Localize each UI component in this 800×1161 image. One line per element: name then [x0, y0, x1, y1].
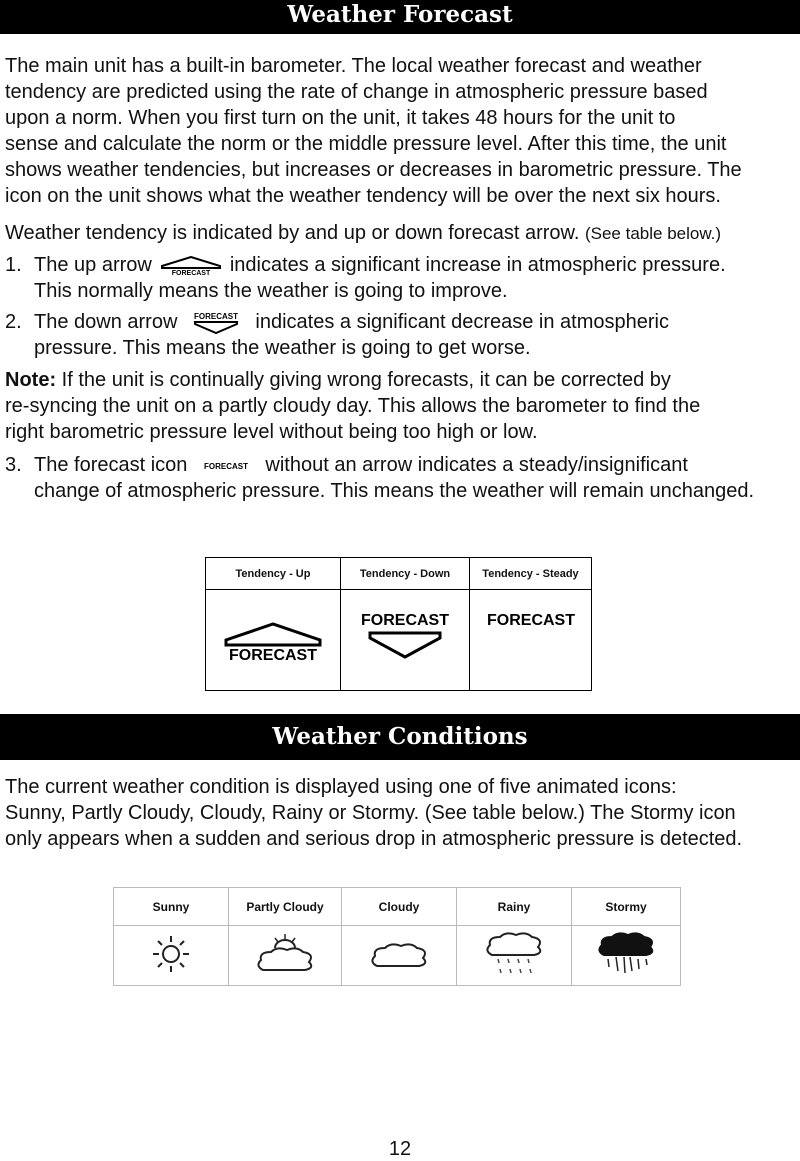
item-text: The forecast icon — [34, 454, 188, 476]
note-line — [5, 368, 671, 392]
item-1-line — [34, 253, 726, 277]
item-3-line — [34, 453, 688, 477]
section-header-forecast: Weather Forecast — [0, 0, 800, 34]
conditions-table — [113, 887, 681, 986]
note-text: If the unit is continually giving wrong forecasts, it can be corrected by — [56, 369, 671, 391]
paragraph-line: only appears when a sudden and serious drop in atmospheric pressure is detected. — [5, 828, 743, 850]
paragraph-line: The main unit has a built-in barometer. The local weather forecast and weather — [5, 55, 702, 77]
paragraph-line: icon on the unit shows what the weather tendency will be over the next six hours. — [5, 185, 721, 207]
item-number: 1. — [5, 254, 22, 276]
cloud-icon — [367, 936, 431, 972]
item-2-line: pressure. This means the weather is going to get worse. — [34, 337, 531, 359]
note-line: re-syncing the unit on a partly cloudy day. This allows the barometer to find the — [5, 395, 701, 417]
item-text: The down arrow — [34, 311, 178, 333]
item-text: indicates a significant decrease in atmospheric — [255, 311, 669, 333]
sun-icon — [151, 934, 191, 974]
rain-icon — [482, 931, 546, 977]
paragraph-line: Sunny, Partly Cloudy, Cloudy, Rainy or Stormy. (See table below.) The Stormy icon — [5, 802, 736, 824]
table-header: Sunny — [114, 888, 229, 926]
item-1-line: This normally means the weather is going to improve. — [34, 280, 508, 302]
table-header: Stormy — [572, 888, 681, 926]
table-header: Tendency - Down — [341, 558, 470, 590]
paragraph-line: shows weather tendencies, but increases or decreases in barometric pressure. The — [5, 159, 742, 181]
tendency-note: (See table below.) — [584, 224, 722, 243]
tendency-table — [205, 557, 592, 691]
item-text: indicates a significant increase in atmospheric pressure. — [229, 254, 726, 276]
item-text: The up arrow — [34, 254, 152, 276]
partly-cloudy-cell — [229, 926, 342, 986]
paragraph-line: The current weather condition is displayed using one of five animated icons: — [5, 776, 677, 798]
paragraph-line: tendency are predicted using the rate of change in atmospheric pressure based — [5, 81, 708, 103]
note-line: right barometric pressure level without being too high or low. — [5, 421, 538, 443]
section-header-conditions: Weather Conditions — [0, 714, 800, 760]
forecast-down-icon — [185, 311, 247, 335]
svg-text:FORECAST: FORECAST — [171, 269, 211, 276]
page-number: 12 — [388, 1138, 412, 1160]
forecast-steady-icon — [476, 611, 586, 667]
table-header: Tendency - Up — [206, 558, 341, 590]
paragraph-line: sense and calculate the norm or the middle pressure level. After this time, the unit — [5, 133, 727, 155]
svg-text:FORECAST: FORECAST — [361, 611, 449, 629]
svg-text:FORECAST: FORECAST — [194, 311, 239, 321]
rainy-cell — [457, 926, 572, 986]
forecast-up-icon — [218, 614, 328, 664]
item-3-line: change of atmospheric pressure. This means the weather will remain unchanged. — [34, 480, 755, 502]
tendency-steady-cell — [470, 590, 592, 691]
storm-icon — [594, 931, 658, 977]
note-label: Note: — [5, 369, 57, 391]
tendency-down-cell — [341, 590, 470, 691]
item-number: 2. — [5, 311, 22, 333]
table-header: Tendency - Steady — [470, 558, 592, 590]
table-header: Partly Cloudy — [229, 888, 342, 926]
partly-cloudy-icon — [253, 932, 317, 976]
tendency-intro-text: Weather tendency is indicated by and up or down forecast arrow. — [5, 222, 580, 244]
tendency-intro — [5, 221, 721, 246]
forecast-down-icon — [350, 611, 460, 667]
svg-text:FORECAST: FORECAST — [204, 461, 249, 471]
stormy-cell — [572, 926, 681, 986]
forecast-steady-icon — [195, 459, 257, 473]
forecast-up-icon — [160, 256, 222, 276]
tendency-up-cell — [206, 590, 341, 691]
item-text: without an arrow indicates a steady/insignificant — [265, 454, 688, 476]
table-header: Cloudy — [342, 888, 457, 926]
cloudy-cell — [342, 926, 457, 986]
svg-text:FORECAST: FORECAST — [486, 611, 575, 629]
svg-text:FORECAST: FORECAST — [229, 646, 317, 664]
item-number: 3. — [5, 454, 22, 476]
item-2-line — [34, 310, 669, 335]
paragraph-line: upon a norm. When you first turn on the unit, it takes 48 hours for the unit to — [5, 107, 676, 129]
table-header: Rainy — [457, 888, 572, 926]
sunny-cell — [114, 926, 229, 986]
